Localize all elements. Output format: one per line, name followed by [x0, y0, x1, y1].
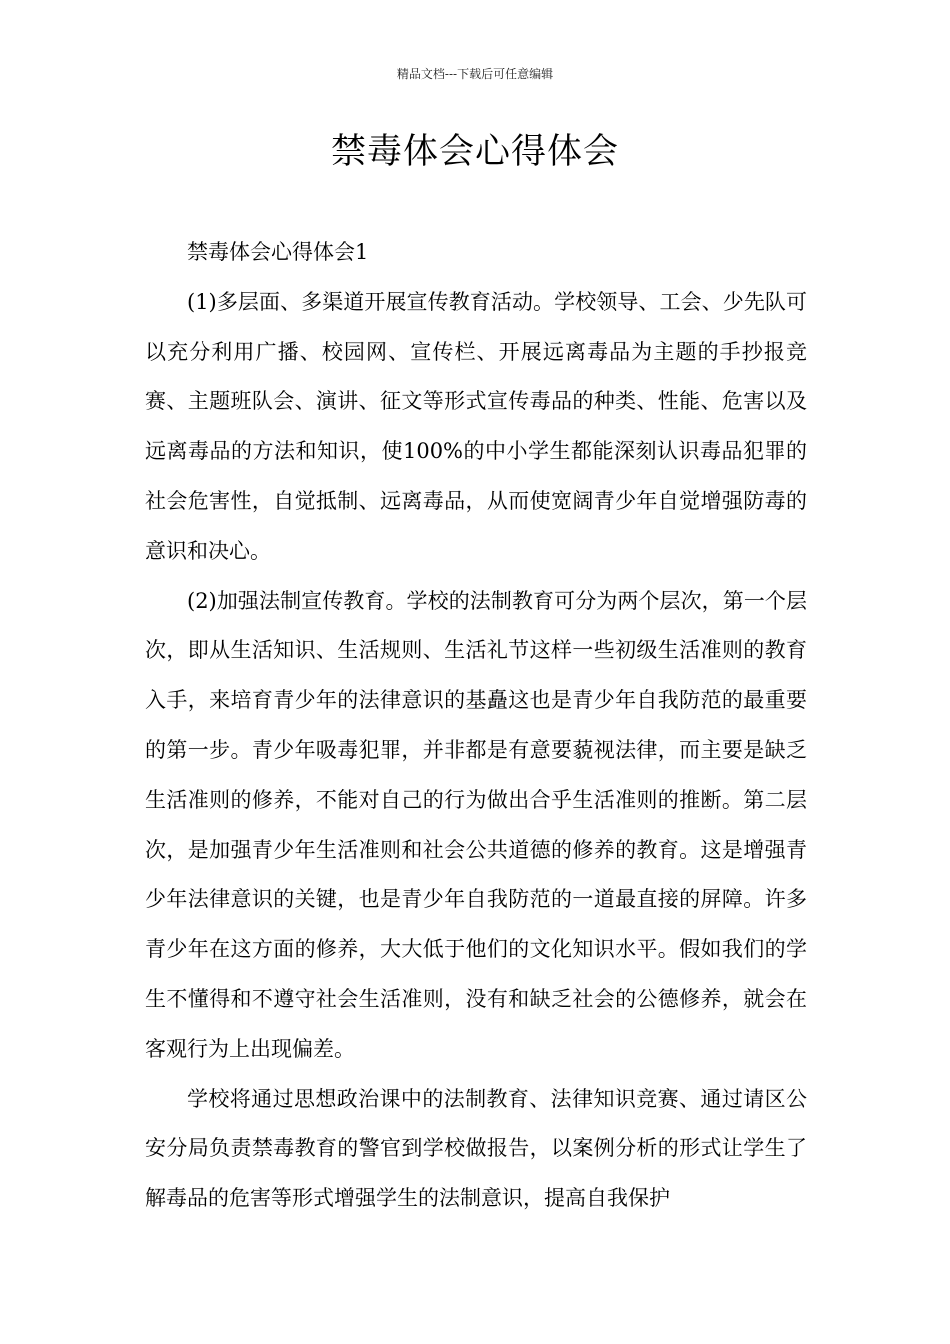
header-note: 精品文档---下载后可任意编辑 — [396, 67, 554, 81]
body-paragraph: (1)多层面、多渠道开展宣传教育活动。学校领导、工会、少先队可以充分利用广播、校园网、宣传栏、开展远离毒品为主题的手抄报竞赛、主题班队会、演讲、征文等形式宣传毒品的种类、性能、危害以及远离毒品的方法和知识，使100%的中小学生都能深刻认识毒品犯罪的社会危害性，自觉抵制、远离毒品，从而使宽阔青少年自觉增强防毒的意识和决心。 — [145, 289, 807, 563]
body-paragraph: 学校将通过思想政治课中的法制教育、法律知识竞赛、通过请区公安分局负责禁毒教育的警官到学校做报告，以案例分析的形式让学生了解毒品的危害等形式增强学生的法制意识，提高自我保护 — [145, 1086, 807, 1211]
body-paragraph: (2)加强法制宣传教育。学校的法制教育可分为两个层次，第一个层次，即从生活知识、生活规则、生活礼节这样一些初级生活准则的教育入手，来培育青少年的法律意识的基矗这也是青少年自我防范的最重要的第一步。青少年吸毒犯罪，并非都是有意要藐视法律，而主要是缺乏生活准则的修养，不能对自己的行为做出合乎生活准则的推断。第二层次，是加强青少年生活准则和社会公共道德的修养的教育。这是增强青少年法律意识的关键，也是青少年自我防范的一道最直接的屏障。许多青少年在这方面的修养，大大低于他们的文化知识水平。假如我们的学生不懂得和不遵守社会生活准则，没有和缺乏社会的公德修养，就会在客观行为上出现偏差。 — [145, 588, 807, 1061]
document-body — [145, 228, 807, 1224]
section-heading: 禁毒体会心得体会1 — [187, 240, 369, 264]
document-title: 禁毒体会心得体会 — [330, 132, 619, 172]
